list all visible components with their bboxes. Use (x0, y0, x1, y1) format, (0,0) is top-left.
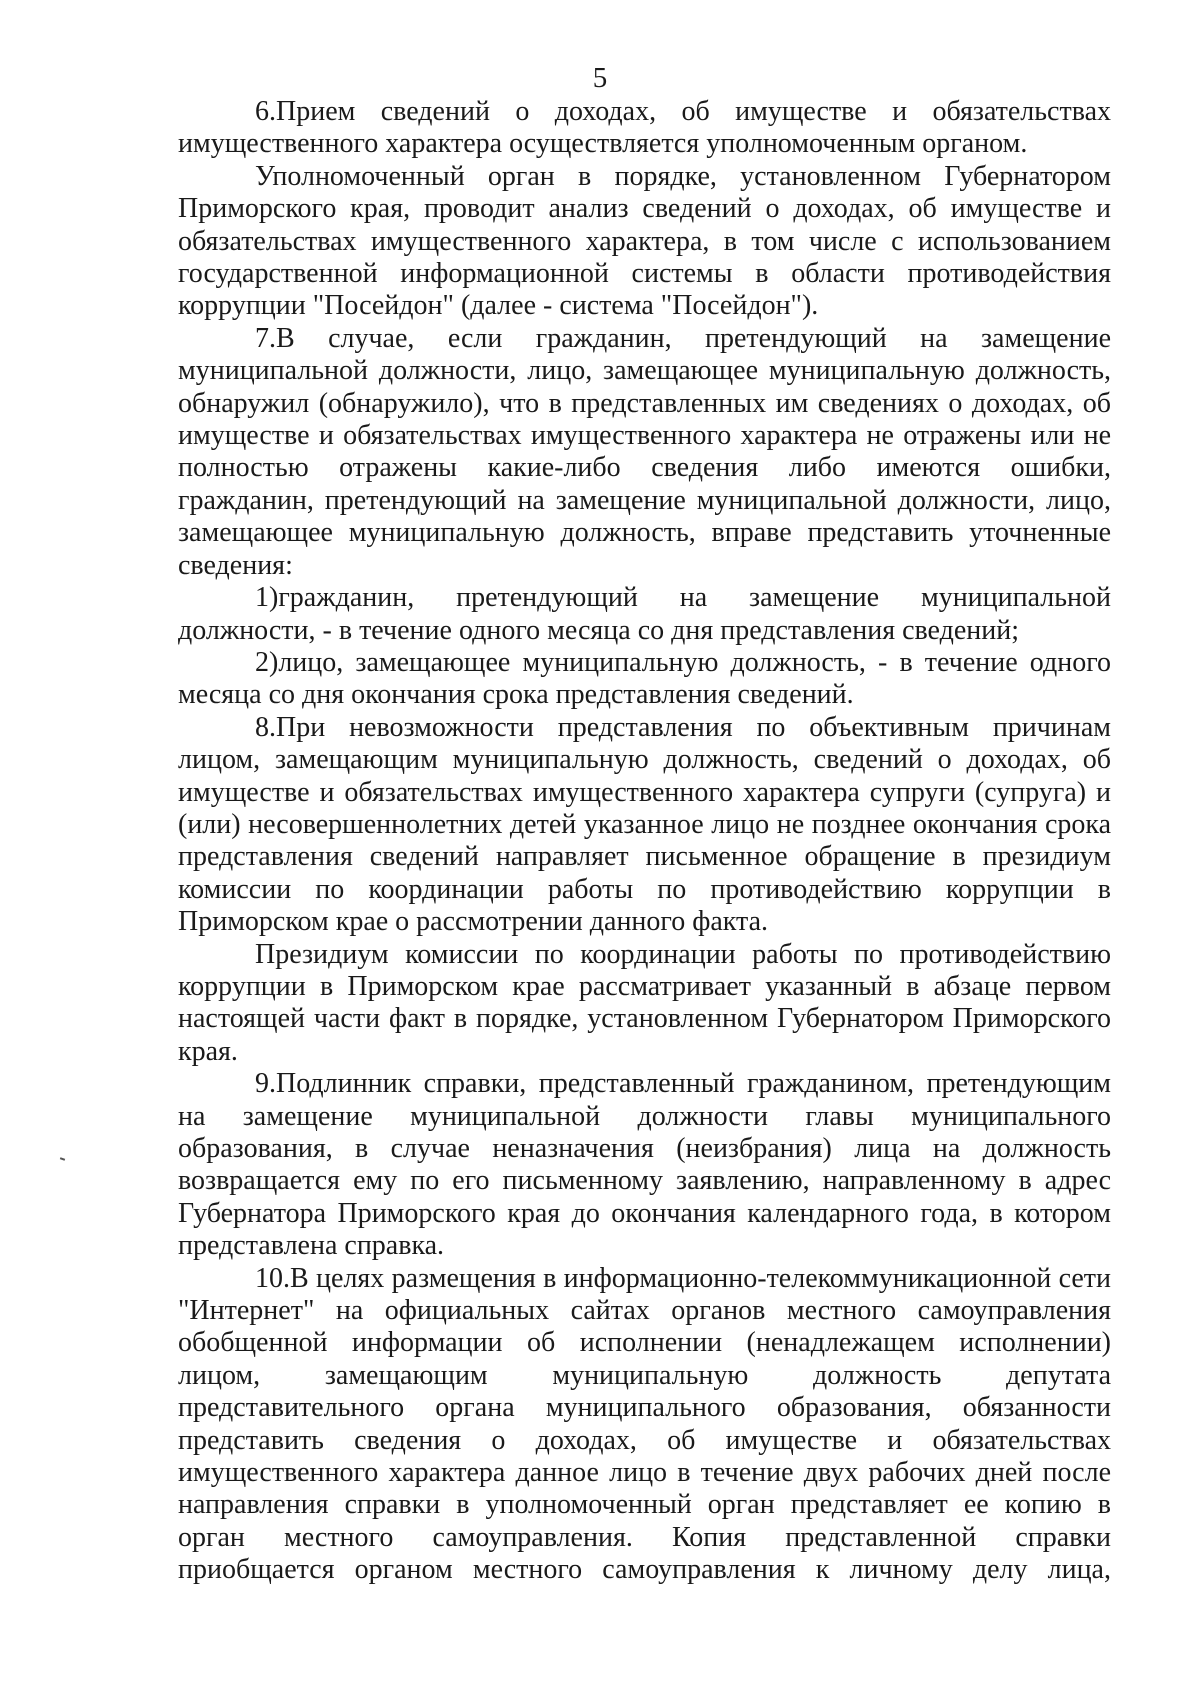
paragraph-7-item-1: 1)гражданин, претендующий на замещение муниципальной должности, - в течение одного месяца со дня представления сведений; (178, 582, 1111, 646)
paragraph-analysis: Уполномоченный орган в порядке, установленном Губернатором Приморского края, проводит анализ сведений о доходах, об имуществе и обязательствах имущественного характера, в том числе с использованием государственной информационной системы в области противодействия коррупции "Посейдон" (далее - система "Посейдон"). (178, 160, 1111, 322)
paragraph-8-impossibility: 8.При невозможности представления по объективным причинам лицом, замещающим муниципальную должность, сведений о доходах, об имуществе и обязательствах имущественного характера супруги (супруга) и (или) несовершеннолетних детей указанное лицо не позднее окончания срока представления сведений направляет письменное обращение в президиум комиссии по координации работы по противодействию коррупции в Приморском крае о рассмотрении данного факта. (178, 711, 1111, 938)
paragraph-10-publication: 10.В целях размещения в информационно-телекоммуникационной сети "Интернет" на официальных сайтах органов местного самоуправления обобщенной информации об исполнении (ненадлежащем исполнении) лицом, замещающим муниципальную должность депутата представительного органа муниципального образования, обязанности представить сведения о доходах, об имуществе и обязательствах имущественного характера данное лицо в течение двух рабочих дней после направления справки в уполномоченный орган представляет ее копию в орган местного самоуправления. Копия представленной справки приобщается органом местного самоуправления к личному делу лица, (178, 1262, 1111, 1586)
paragraph-9-original: 9.Подлинник справки, представленный гражданином, претендующим на замещение муниципальной должности главы муниципального образования, в случае неназначения (неизбрания) лица на должность возвращается ему по его письменному заявлению, направленному в адрес Губернатора Приморского края до окончания календарного года, в котором представлена справка. (178, 1068, 1111, 1262)
paragraph-6-intake: 6.Прием сведений о доходах, об имуществе и обязательствах имущественного характера осуществляется уполномоченным органом. (178, 96, 1111, 160)
page-number: 5 (592, 62, 608, 94)
scan-speck (60, 1157, 65, 1161)
paragraph-7-item-2: 2)лицо, замещающее муниципальную должность, - в течение одного месяца со дня окончания срока представления сведений. (178, 646, 1111, 711)
document-body (178, 96, 1111, 1587)
paragraph-presidium: Президиум комиссии по координации работы по противодействию коррупции в Приморском крае рассматривает указанный в абзаце первом настоящей части факт в порядке, установленном Губернатором Приморского края. (178, 938, 1111, 1067)
paragraph-7-corrections: 7.В случае, если гражданин, претендующий на замещение муниципальной должности, лицо, замещающее муниципальную должность, обнаружил (обнаружило), что в представленных им сведениях о доходах, об имуществе и обязательствах имущественного характера не отражены или не полностью отражены какие-либо сведения либо имеются ошибки, гражданин, претендующий на замещение муниципальной должности, лицо, замещающее муниципальную должность, вправе представить уточненные сведения: (178, 322, 1111, 581)
